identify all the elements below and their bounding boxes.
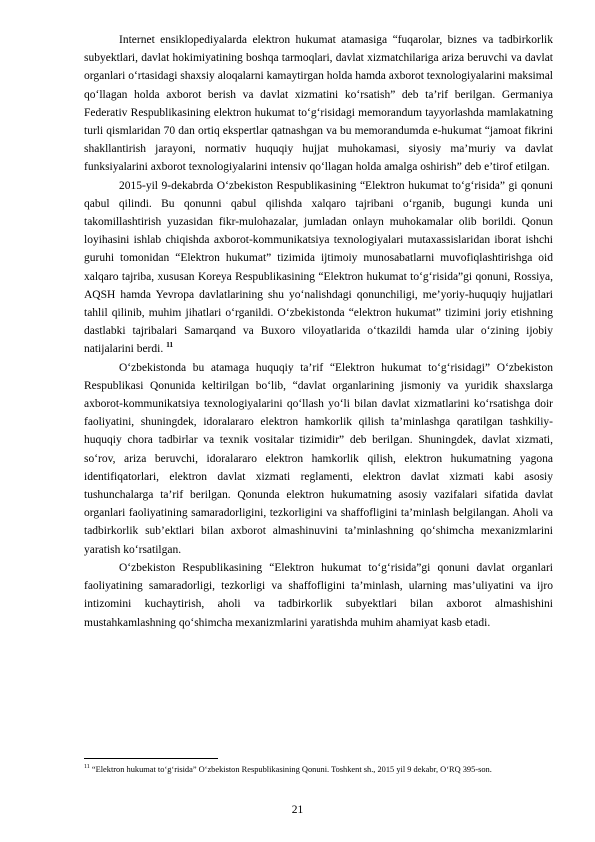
footnote-text: “Elektron hukumat to‘g‘risida” O‘zbekiston Respublikasining Qonuni. Toshkent sh., 2015 yil 9 dekabr, O‘RQ 395-son.: [91, 765, 492, 774]
footnote: [84, 764, 553, 776]
footnote-number: 11: [84, 764, 90, 771]
page-number: 21: [291, 804, 304, 816]
paragraph-2: [84, 177, 553, 359]
paragraph-4: O‘zbekiston Respublikasining “Elektron hukumat to‘g‘risida”gi qonuni davlat organlari faoliyatining samaradorligi, tezkorligi va shaffofligini ta’minlash, ularning mas’uliyatini va ijro intizomini kuchaytirish, aholi va tadbirkorlik subyektlari bilan axborot almashishini mustahkamlashning qo‘shimcha mexanizmlarini yaratishda muhim ahamiyat kasb etadi.: [84, 561, 553, 629]
paragraph-2-text: 2015-yil 9-dekabrda O‘zbekiston Respublikasining “Elektron hukumat to‘g‘risida” gi qonuni qabul qilindi. Bu qonunni qabul qilishda xalqaro tajribani o‘rganib, bugungi kunda uni takomillashtirish yuzasidan fikr-mulohazalar, jumladan onlayn muhokamalar olib borildi. Qonun loyihasini ishlab chiqishda axborot-kommunikatsiya texnologiyalari mutaxassislaridan iborat ishchi guruhi tomonidan “Elektron hukumat” tizimida ijtimoiy munosabatlarni muvofiqlashtirishga oid xalqaro tajriba, xususan Koreya Respublikasining “Elektron hukumat to‘g‘risida”gi qonuni, Rossiya, AQSH hamda Yevropa davlatlarining shu yo‘nalishdagi qonunchiligi, me’yoriy-huquqiy hujjatlari tahlil qilinib, muhim jihatlari o‘rganildi. O‘zbekistonda “elektron hukumat” tizimini joriy etishning dastlabki tajribalari Samarqand va Buxoro viloyatlarida o‘tkazildi hamda ular o‘zining ijobiy natijalarini berdi.: [84, 179, 553, 356]
body-text: [84, 31, 553, 632]
paragraph-3: O‘zbekistonda bu atamaga huquqiy ta’rif “Elektron hukumat to‘g‘risidagi” O‘zbekiston Respublikasi Qonunida keltirilgan bo‘lib, “davlat organlarining jismoniy va yuridik shaxslarga axborot-kommunikatsiya texnologiyalarini qo‘llash yo‘li bilan davlat xizmatlarini ko‘rsatishga doir faoliyatini, shuningdek, idoralararo elektron hamkorlik qilish ta’minlashga qaratilgan tashkiliy-huquqiy chora tadbirlar va texnik vositalar tizimidir” deb berilgan. Shuningdek, davlat xizmati, so‘rov, ariza beruvchi, idoralararo elektron hamkorlik qilish, elektron hukumatning yagona identifiqatorlari, elektron davlat xizmati reglamenti, elektron davlat xizmati kabi asosiy tushunchalarga ta’rif berilgan. Qonunda elektron hukumatning asosiy vazifalari sifatida davlat organlari faoliyatining samaradorligini, tezkorligini va shaffofligini ta’minlash belgilangan. Aholi va tadbirkorlik sub’ektlari bilan axborot almashinuvini ta’minlashning qo‘shimcha mexanizmlarini yaratish ko‘rsatilgan.: [84, 361, 553, 556]
footnote-reference[interactable]: 11: [166, 340, 174, 350]
paragraph-1: Internet ensiklopediyalarda elektron hukumat atamasiga “fuqarolar, biznes va tadbirkorlik subyektlari, davlat hokimiyatining boshqa tarmoqlari, davlat xizmatchilariga ariza beruvchi va davlat organlari o‘rtasidagi shaxsiy aloqalarni kamaytirgan holda hamda axborot texnologiyalarini maksimal qo‘llagan holda axborot berish va davlat xizmatini ko‘rsatish” deb ta’rif berilgan. Germaniya Federativ Respublikasining elektron hukumat to‘g‘risidagi memorandum tayyorlashda mamlakatning turli qismlaridan 70 dan ortiq ekspertlar qatnashgan va bu memorandumda e-hukumat “jamoat fikrini shakllantirish jarayoni, normativ huquqiy hujjat muhokamasi, siyosiy ma’muriy va davlat funksiyalarini axborot texnologiyalarini intensiv qo‘llagan holda amalga oshirish” deb e’tirof etilgan.: [84, 34, 553, 174]
footnote-divider: [84, 758, 218, 759]
